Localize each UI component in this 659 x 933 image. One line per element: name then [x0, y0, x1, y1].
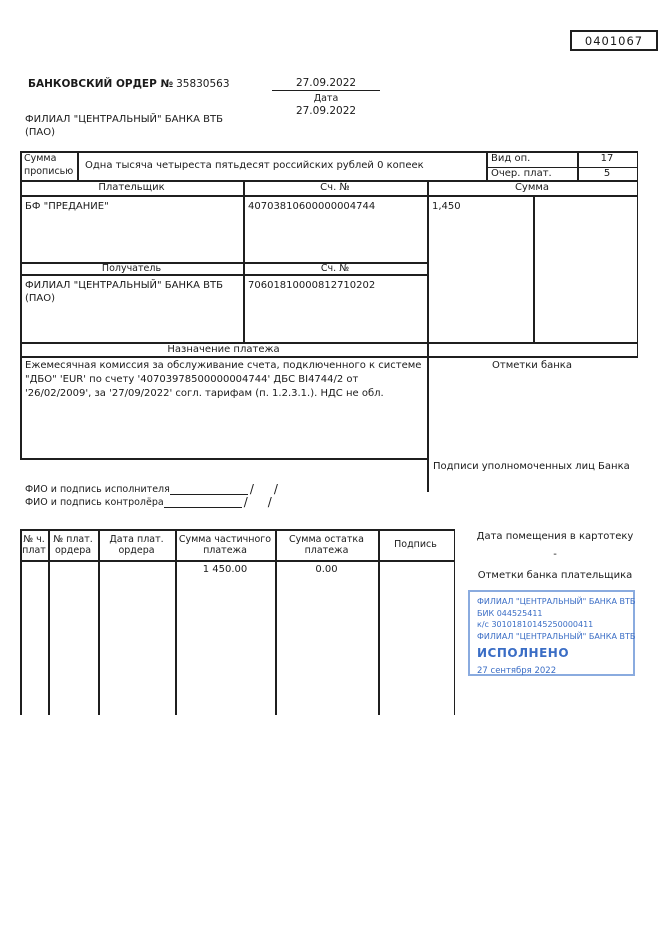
amount-value: 1,450 — [432, 201, 461, 212]
divider-line — [20, 458, 429, 460]
bank-execution-stamp — [468, 590, 635, 676]
divider-line — [243, 180, 245, 342]
date-value: 27.09.2022 — [272, 77, 380, 91]
receiver-account: 70601810000812710202 — [248, 280, 376, 291]
controller-signature-row — [25, 497, 272, 508]
payer-bank-marks-label: Отметки банка плательщика — [477, 570, 633, 581]
amount-in-words-label: Сумма прописью — [24, 153, 74, 177]
divider-line — [427, 180, 429, 492]
divider-line — [77, 151, 79, 180]
payment-priority-label: Очер. плат. — [491, 167, 552, 179]
executor-signature-row — [25, 484, 278, 495]
column-header-order-number: № плат. ордера — [53, 533, 93, 556]
stamp-bik: БИК 044525411 — [477, 608, 543, 618]
bank-marks-label: Отметки банка — [492, 359, 572, 371]
issuing-bank-name-line2: (ПАО) — [25, 126, 56, 138]
slash-mark: / — [249, 482, 254, 496]
receiver-header: Получатель — [101, 262, 162, 274]
order-number: 35830563 — [176, 78, 230, 90]
date-label: Дата — [313, 93, 339, 104]
operation-type-label: Вид оп. — [491, 153, 531, 164]
divider-line — [20, 195, 638, 197]
issuing-bank-name — [25, 114, 223, 139]
payer-header: Плательщик — [98, 182, 165, 193]
stamp-date: 27 сентября 2022 — [477, 666, 557, 676]
column-header-partial-number: № ч. плат — [22, 533, 46, 556]
title-label: БАНКОВСКИЙ ОРДЕР № — [28, 78, 174, 90]
card-index-date-value: - — [553, 548, 557, 560]
signature-underline — [164, 498, 242, 508]
stamp-bank-name-2: ФИЛИАЛ "ЦЕНТРАЛЬНЫЙ" БАНКА ВТБ — [477, 631, 636, 641]
executor-signature-label: ФИО и подпись исполнителя — [25, 484, 170, 495]
card-index-date-label: Дата помещения в картотеку — [476, 531, 634, 542]
payer-account: 40703810600000004744 — [248, 201, 376, 212]
form-code: 0401067 — [584, 33, 644, 48]
divider-line — [20, 151, 22, 459]
date-value-2: 27.09.2022 — [295, 105, 357, 117]
document-title — [28, 78, 230, 90]
receiver-name: ФИЛИАЛ "ЦЕНТРАЛЬНЫЙ" БАНКА ВТБ (ПАО) — [25, 280, 223, 304]
authorized-signatures-label: Подписи уполномоченных лиц Банка — [433, 461, 630, 472]
payment-purpose-text: Ежемесячная комиссия за обслуживание счета, подключенного к системе "ДБО" 'EUR' по счету '40703978500000004744' ДБС BI4744/2 от '26/02/2009', за '27/09/2022' согл. тарифам (п. 1.2.3.1.). НДС не обл. — [25, 360, 422, 399]
controller-signature-label: ФИО и подпись контролёра — [25, 497, 164, 508]
slash-mark: / — [243, 495, 248, 509]
payment-purpose-header: Назначение платежа — [167, 343, 280, 355]
stamp-corr-account: к/с 30101810145250000411 — [477, 620, 594, 629]
stamp-bank-name: ФИЛИАЛ "ЦЕНТРАЛЬНЫЙ" БАНКА ВТБ — [477, 597, 636, 606]
column-header-partial-amount: Сумма частичного платежа — [178, 533, 272, 556]
payer-name: БФ "ПРЕДАНИЕ" — [25, 201, 109, 212]
date-block — [272, 77, 380, 117]
form-code-box — [570, 30, 658, 51]
slash-mark: / — [267, 495, 272, 509]
receiver-account-header: Сч. № — [320, 262, 350, 274]
signature-underline — [170, 485, 248, 495]
remainder-amount-value: 0.00 — [315, 563, 338, 575]
amount-in-words: Одна тысяча четыреста пятьдесят российских рублей 0 копеек — [85, 160, 424, 171]
column-header-signature: Подпись — [394, 539, 437, 550]
amount-header: Сумма — [514, 182, 550, 193]
partial-amount-value: 1 450.00 — [202, 563, 248, 575]
stamp-status: ИСПОЛНЕНО — [477, 646, 570, 660]
slash-mark: / — [273, 482, 278, 496]
divider-line — [533, 195, 535, 342]
payment-priority-value: 5 — [603, 167, 611, 179]
operation-type-value: 17 — [600, 153, 614, 164]
column-header-remainder-amount: Сумма остатка платежа — [289, 533, 364, 556]
column-header-order-date: Дата плат. ордера — [109, 533, 164, 556]
divider-line — [20, 274, 429, 276]
issuing-bank-name-line1: ФИЛИАЛ "ЦЕНТРАЛЬНЫЙ" БАНКА ВТБ — [25, 114, 223, 125]
payer-account-header: Сч. № — [320, 182, 350, 193]
divider-line — [486, 151, 488, 180]
